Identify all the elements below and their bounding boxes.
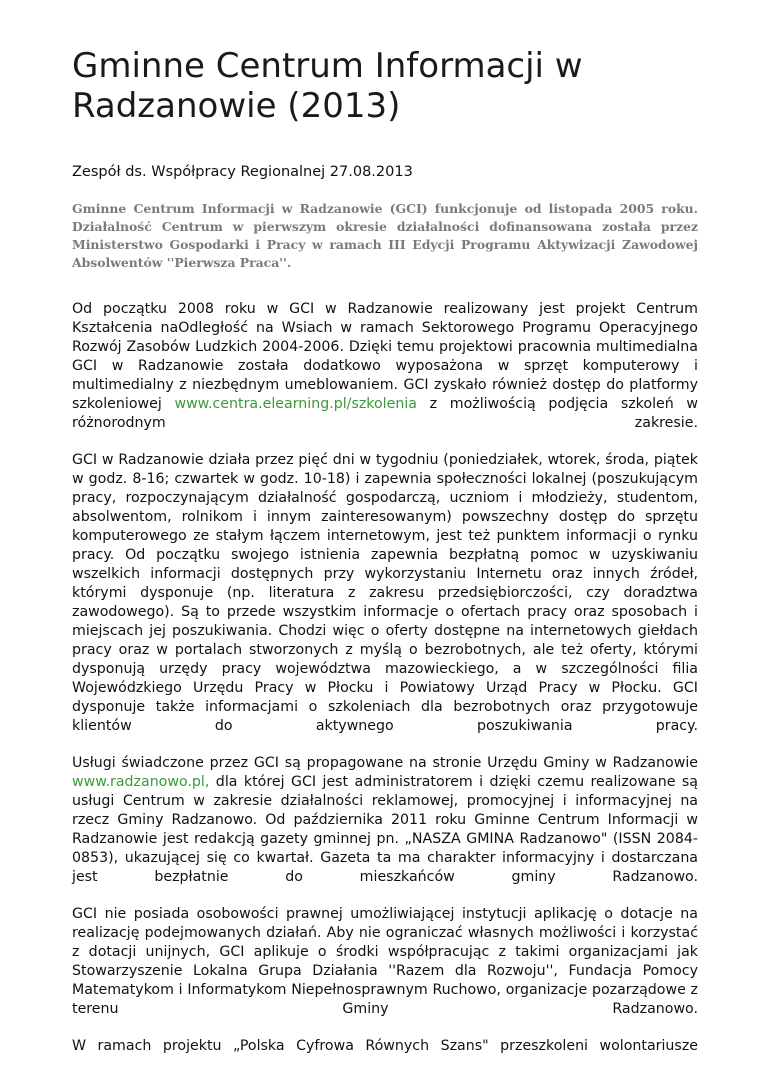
paragraph-5: W ramach projektu „Polska Cyfrowa Równych Szans" przeszkoleni wolontariusze	[72, 1038, 698, 1054]
paragraph-4: GCI nie posiada osobowości prawnej umożliwiającej instytucji aplikację o dotacje na realizację podejmowanych działań. Aby nie ograniczać własnych możliwości i korzystać z dotacji unijnych, GCI aplikuje o środki współpracując z takimi organizacjami jak Stowarzyszenie Lokalna Grupa Działania ''Razem dla Rozwoju'', Fundacja Pomocy Matematykom i Informatykom Niepełnosprawnym Ruchowo, organizacje pozarządowe z terenu Gminy Radzanowo.	[72, 906, 698, 1017]
lead-paragraph: Gminne Centrum Informacji w Radzanowie (GCI) funkcjonuje od listopada 2005 roku. Działalność Centrum w pierwszym okresie działalności dofinansowana została przez Ministerstwo Gospodarki i Pracy w ramach III Edycji Programu Aktywizacji Zawodowej Absolwentów ''Pierwsza Praca''.	[72, 201, 698, 270]
paragraph-1-tail: z możliwością podjęcia szkoleń w różnorodnym zakresie.	[72, 396, 699, 431]
elearning-link[interactable]: www.centra.elearning.pl/szkolenia	[174, 396, 417, 412]
document-title: Gminne Centrum Informacji w Radzanowie (2013)	[72, 46, 583, 126]
paragraph-1	[72, 300, 698, 433]
paragraph-2: GCI w Radzanowie działa przez pięć dni w tygodniu (poniedziałek, wtorek, środa, piątek w godz. 8-16; czwartek w godz. 10-18) i zapewnia społeczności lokalnej (poszukującym pracy, rozpoczynającym działalność gospodarczą, uczniom i młodzieży, studentom, absolwentom, rolnikom i innym zainteresowanym) powszechny dostęp do sprzętu komputerowego ze stałym łączem internetowym, jest też punktem informacji o rynku pracy. Od początku swojego istnienia zapewnia bezpłatną pomoc w uzyskiwaniu wszelkich informacji dostępnych przy wykorzystaniu Internetu oraz innych źródeł, którymi dysponuje (np. literatura z zakresu przedsiębiorczości, czy doradztwa zawodowego). Są to przede wszystkim informacje o ofertach pracy oraz sposobach i miejscach jej poszukiwania. Chodzi więc o oferty dostępne na internetowych giełdach pracy oraz w portalach stworzonych z myślą o bezrobotnych, ale też oferty, którymi dysponują urzędy pracy województwa mazowieckiego, a w szczególności filia Wojewódzkiego Urzędu Pracy w Płocku i Powiatowy Urząd Pracy w Płocku. GCI dysponuje także informacjami o szkoleniach dla bezrobotnych oraz przygotowuje klientów do aktywnego poszukiwania pracy.	[72, 452, 698, 734]
paragraph-3	[72, 754, 698, 887]
paragraph-1-text: Od początku 2008 roku w GCI w Radzanowie realizowany jest projekt Centrum Kształcenia naOdległość na Wsiach w ramach Sektorowego Programu Operacyjnego Rozwój Zasobów Ludzkich 2004-2006. Dzięki temu projektowi pracownia multimedialna GCI w Radzanowie została dodatkowo wyposażona w sprzęt komputerowy i multimedialny z niezbędnym umeblowaniem. GCI zyskało również dostęp do platformy szkoleniowej	[72, 301, 698, 412]
paragraph-3-text: Usługi świadczone przez GCI są propagowane na stronie Urzędu Gminy w Radzanowie	[72, 755, 698, 771]
byline: Zespół ds. Współpracy Regionalnej 27.08.2013	[72, 164, 413, 180]
document-page	[72, 46, 698, 1074]
paragraph-3-tail: dla której GCI jest administratorem i dzięki czemu realizowane są usługi Centrum w zakresie działalności reklamowej, promocyjnej i informacyjnej na rzecz Gminy Radzanowo. Od października 2011 roku Gminne Centrum Informacji w Radzanowie jest redakcją gazety gminnej pn. „NASZA GMINA Radzanowo" (ISSN 2084-0853), ukazującej się co kwartał. Gazeta ta ma charakter informacyjny i dostarczana jest bezpłatnie do mieszkańców gminy Radzanowo.	[72, 774, 698, 885]
radzanowo-link[interactable]: www.radzanowo.pl,	[72, 774, 210, 790]
